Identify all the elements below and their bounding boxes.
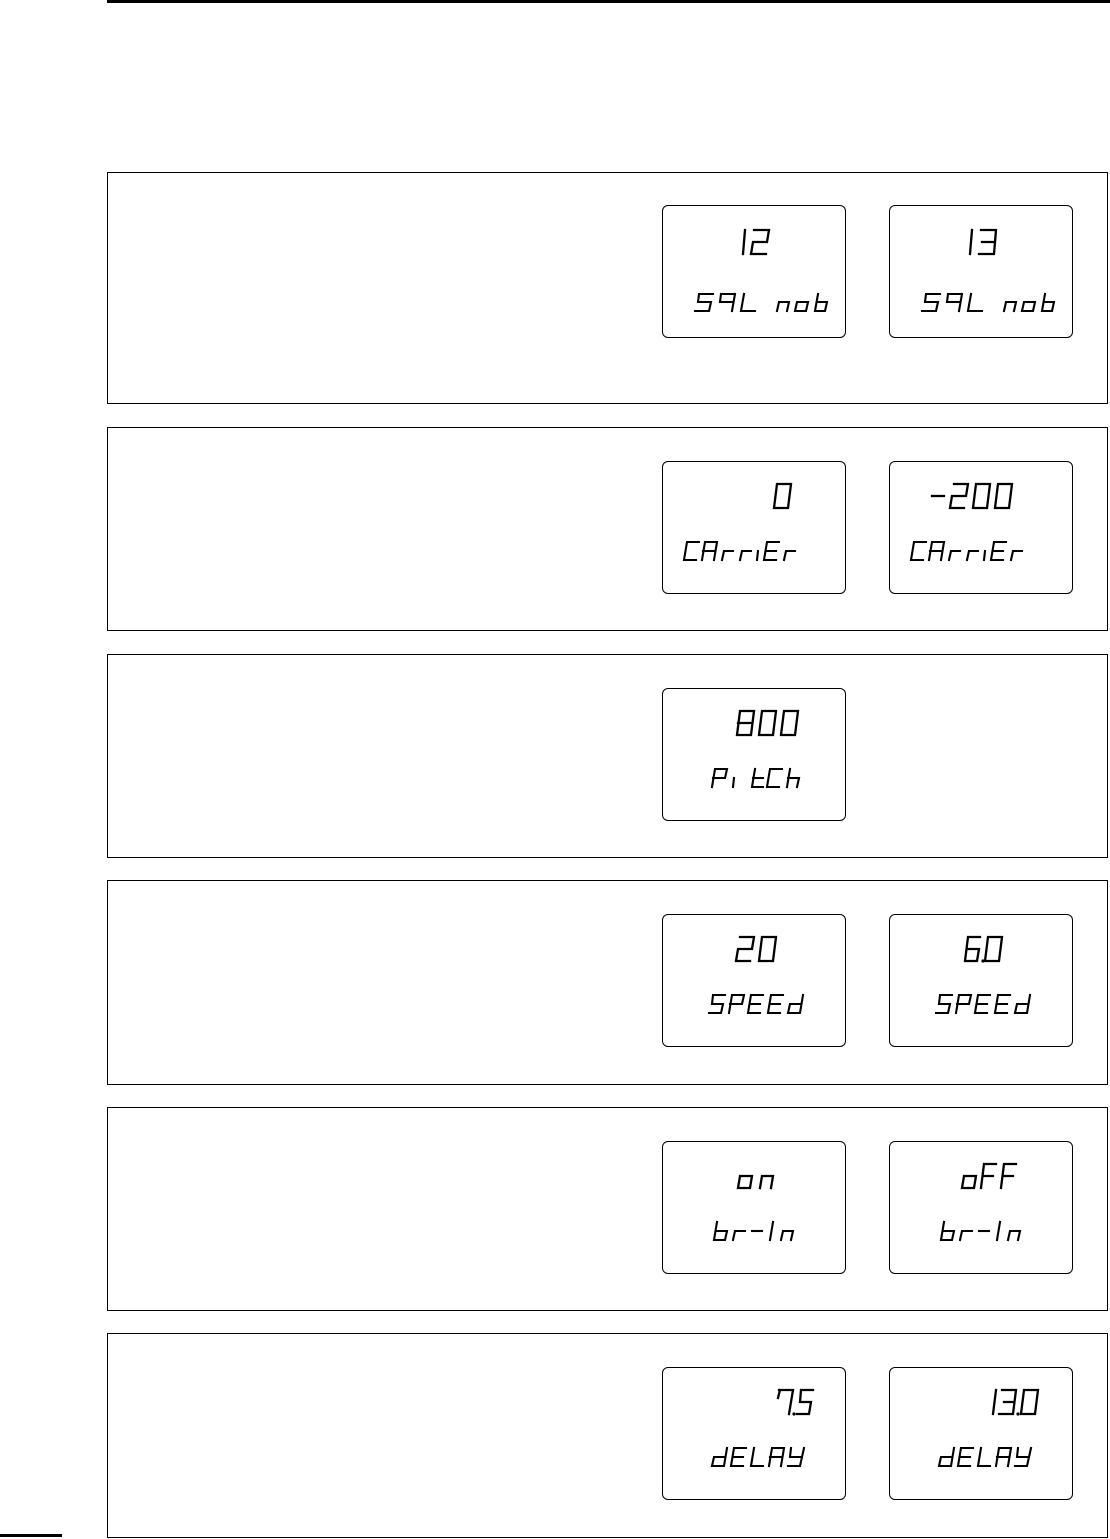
bottom-rule <box>0 1534 62 1537</box>
lcd-label <box>695 294 827 311</box>
lcd-readout <box>663 1142 845 1273</box>
lcd-label <box>709 995 803 1013</box>
lcd-value <box>774 484 791 508</box>
lcd-readout <box>663 206 845 337</box>
lcd-value <box>932 484 1012 508</box>
lcd-readout <box>663 462 845 593</box>
lcd-readout <box>663 689 845 820</box>
lcd-display-1 <box>662 914 846 1047</box>
lcd-label <box>941 1222 1020 1240</box>
lcd-display-1 <box>662 1367 846 1500</box>
panel-carrier <box>107 427 1108 631</box>
lcd-label <box>936 995 1030 1013</box>
lcd-display-1 <box>662 1141 846 1274</box>
lcd-value <box>962 1164 1016 1188</box>
lcd-label <box>922 294 1054 311</box>
lcd-value <box>736 937 776 961</box>
lcd-display-2 <box>889 205 1073 338</box>
lcd-display-2 <box>889 1141 1073 1274</box>
lcd-readout <box>890 206 1072 337</box>
lcd-readout <box>890 915 1072 1046</box>
panel-break-in <box>107 1107 1108 1311</box>
lcd-display-2 <box>889 914 1073 1047</box>
lcd-label <box>684 542 795 560</box>
lcd-label <box>714 1222 793 1240</box>
lcd-value <box>965 937 1002 963</box>
lcd-readout <box>663 915 845 1046</box>
top-rule <box>107 0 1110 3</box>
lcd-readout <box>890 462 1072 593</box>
lcd-display-2 <box>889 461 1073 594</box>
panel-speed <box>107 880 1108 1085</box>
lcd-readout <box>890 1142 1072 1273</box>
lcd-display-1 <box>662 461 846 594</box>
lcd-label <box>911 542 1022 560</box>
lcd-display-2 <box>889 1367 1073 1500</box>
lcd-label <box>939 1448 1031 1466</box>
lcd-value <box>970 230 996 254</box>
lcd-value <box>778 1390 813 1416</box>
panel-sql-knob <box>107 172 1108 404</box>
panel-pitch <box>107 654 1108 858</box>
lcd-value <box>738 1176 773 1188</box>
lcd-readout <box>663 1368 845 1499</box>
panel-delay <box>107 1333 1108 1538</box>
lcd-value <box>743 230 769 254</box>
lcd-label <box>712 1448 804 1466</box>
lcd-label <box>712 769 799 787</box>
lcd-readout <box>890 1368 1072 1499</box>
lcd-value <box>737 711 798 735</box>
lcd-value <box>993 1390 1038 1416</box>
lcd-display-1 <box>662 688 846 821</box>
lcd-display-1 <box>662 205 846 338</box>
